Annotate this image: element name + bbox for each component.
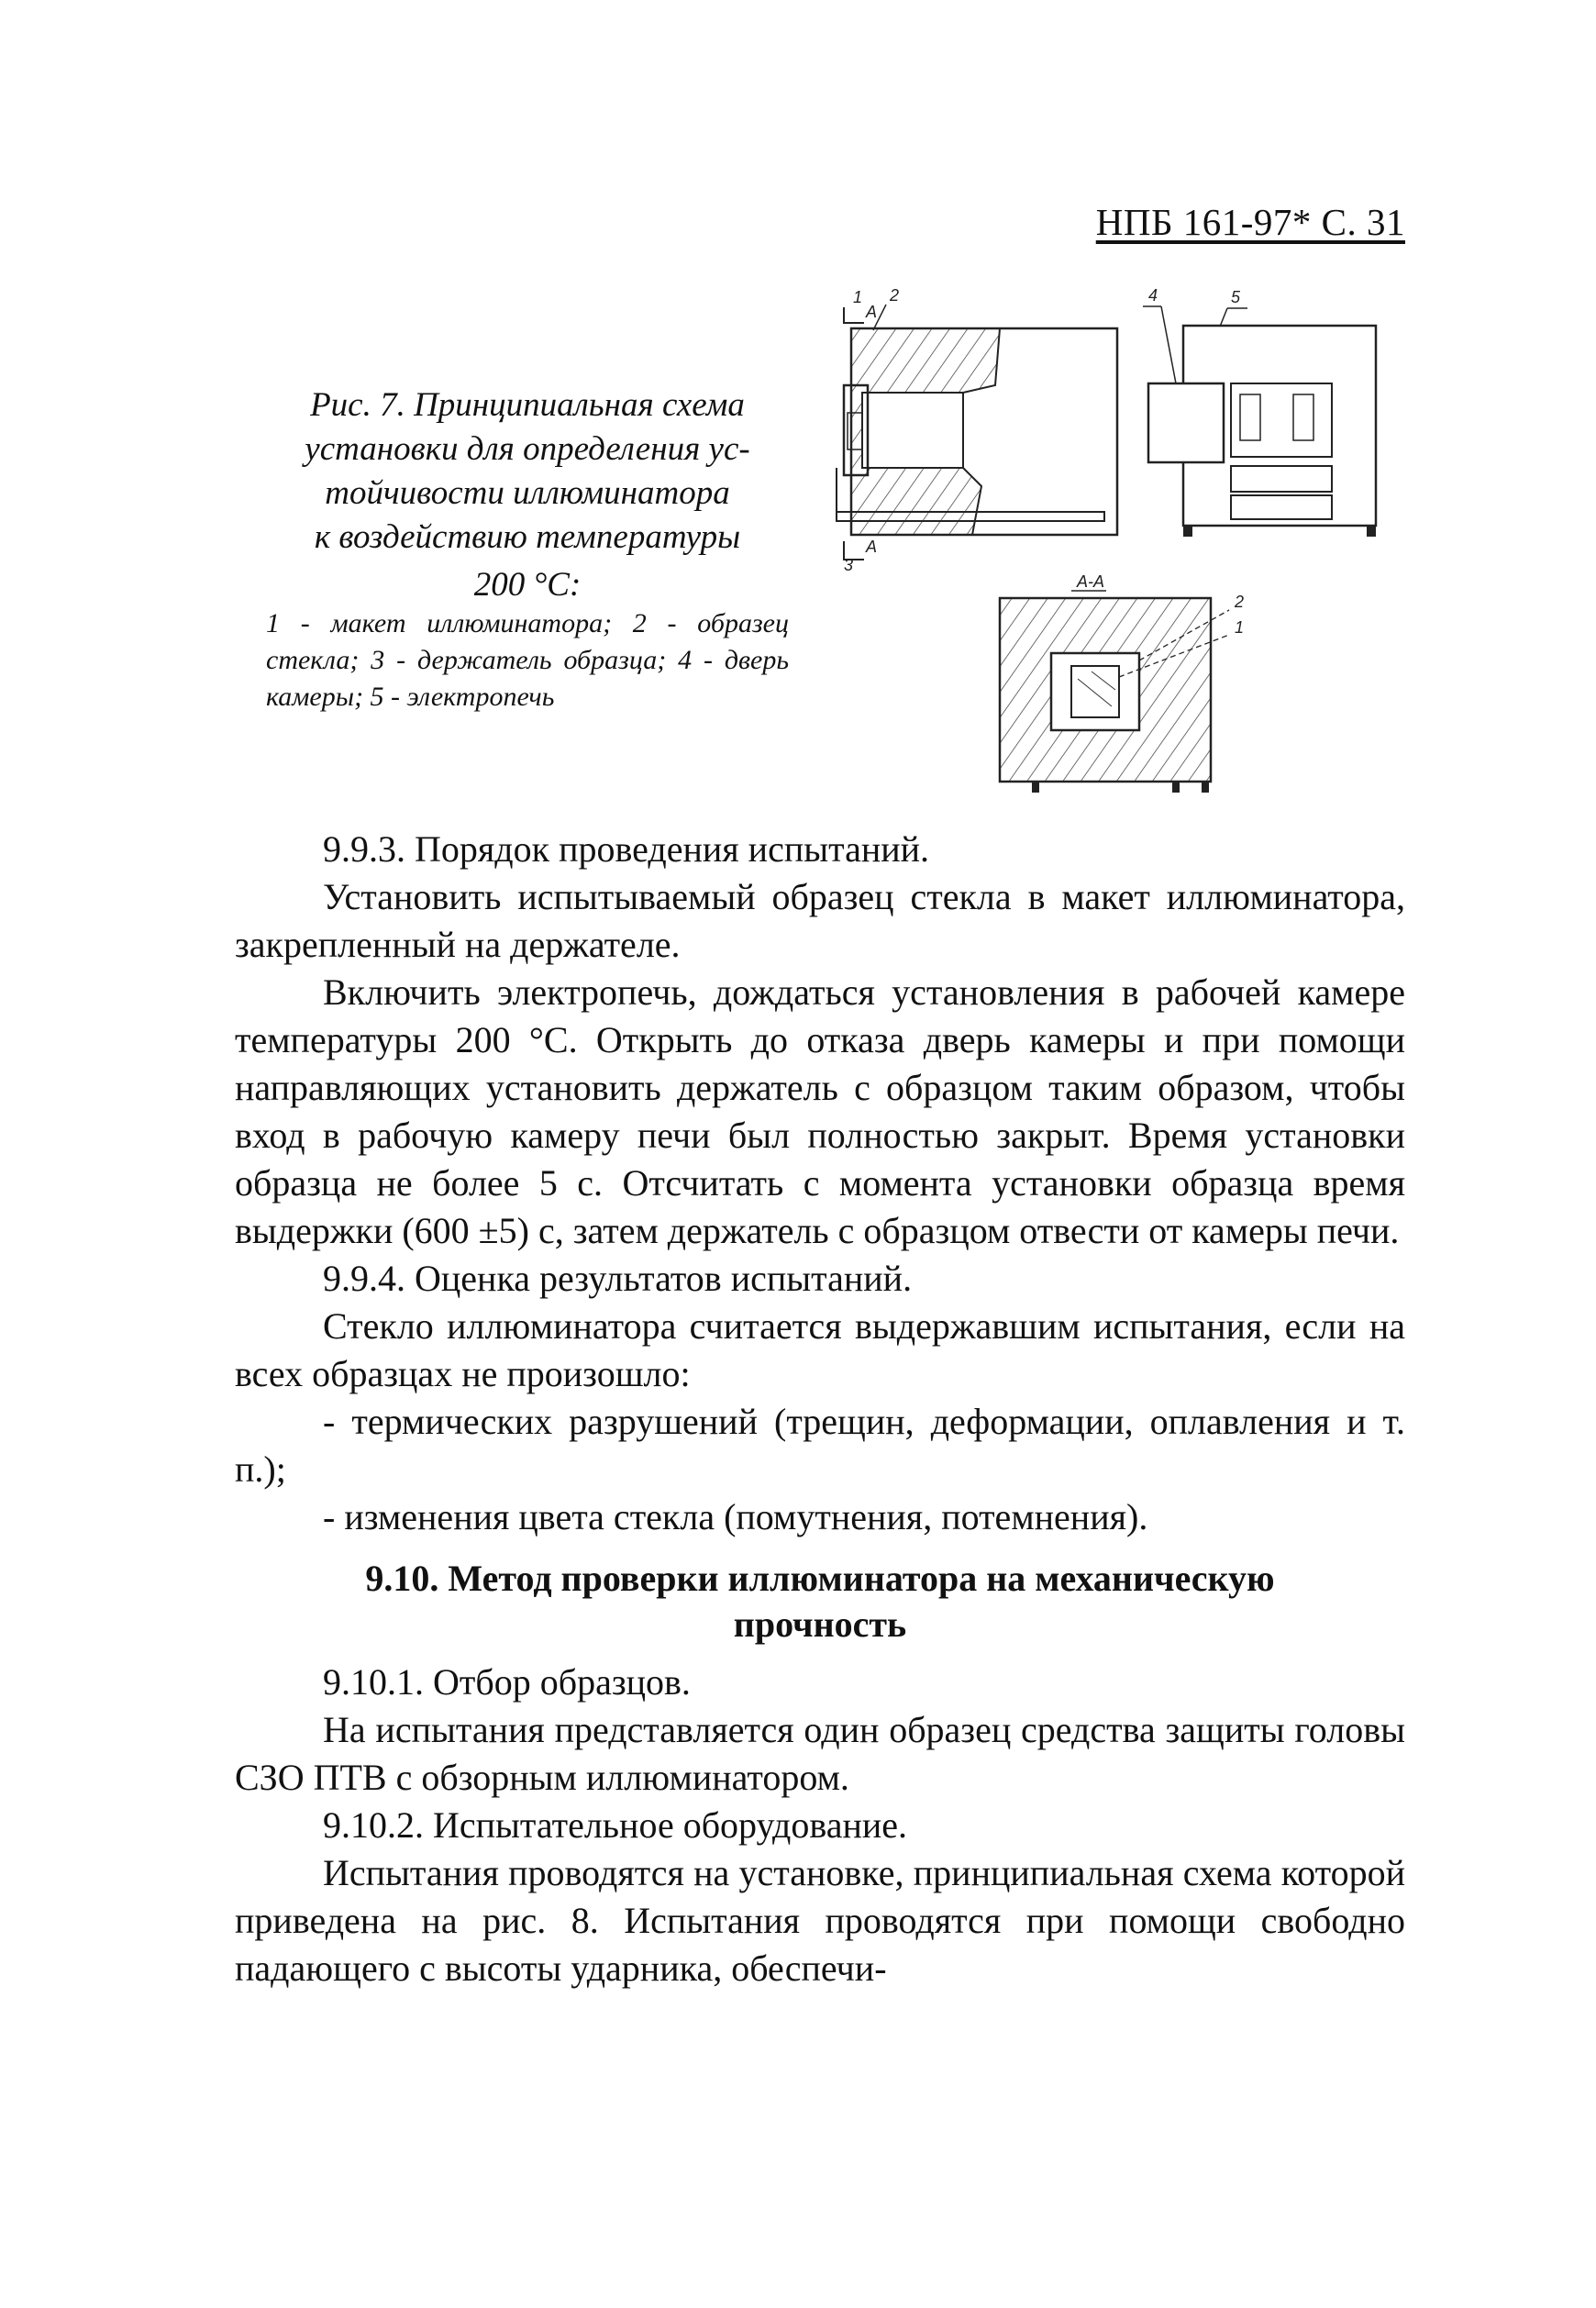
front-view	[1143, 286, 1376, 537]
paragraph: Стекло иллюминатора считается выдержавшим испытания, если на всех образцах не произошло:	[235, 1305, 1405, 1394]
caption-line: установки для определения ус-	[305, 430, 750, 468]
label-4: 4	[1148, 286, 1158, 305]
paragraph: На испытания представляется один образец средства защиты головы СЗО ПТВ с обзорным иллюминатором.	[235, 1709, 1405, 1798]
apparatus-diagram	[826, 275, 1413, 807]
section-heading-line1: 9.10. Метод проверки иллюминатора на механическую	[365, 1558, 1275, 1599]
section-heading	[235, 1556, 1405, 1648]
caption-line: Рис. 7. Принципиальная схема	[310, 386, 745, 424]
side-view	[837, 286, 1117, 574]
label-1: 1	[853, 288, 863, 306]
caption-temperature: 200 °С:	[473, 566, 582, 604]
figure-legend: 1 - макет иллюминатора; 2 - образец стекла; 3 - держатель образца; 4 - дверь камеры; 5 - электропечь	[266, 608, 789, 712]
label-3: 3	[844, 556, 854, 574]
label-5: 5	[1231, 288, 1241, 306]
section-heading-line2: прочность	[733, 1603, 907, 1645]
paragraph: - термических разрушений (трещин, деформации, оплавления и т. п.);	[235, 1401, 1405, 1490]
section-label-1: 1	[1235, 618, 1245, 637]
paragraph: - изменения цвета стекла (помутнения, потемнения).	[323, 1496, 1148, 1537]
page-header: НПБ 161-97* С. 31	[1095, 201, 1405, 243]
body-text	[235, 826, 1405, 1992]
section-title: А-А	[1077, 572, 1105, 591]
label-2: 2	[890, 286, 900, 305]
paragraph: 9.10.2. Испытательное оборудование.	[323, 1804, 908, 1846]
paragraph: Испытания проводятся на установке, принципиальная схема которой приведена на рис. 8. Испытания проводятся при помощи свободно падающего с высоты ударника, обеспечи-	[235, 1852, 1405, 1989]
label-section-a-bottom: А	[866, 538, 878, 556]
paragraph: 9.9.4. Оценка результатов испытаний.	[323, 1258, 913, 1299]
paragraph: Включить электропечь, дождаться установления в рабочей камере температуры 200 °С. Открыть до отказа дверь камеры и при помощи направляющих установить держатель с образцом таким образом, чтобы вход в рабочую камеру печи был полностью закрыт. Время установки образца не более 5 с. Отсчитать с момента установки образца время выдержки (600 ±5) с, затем держатель с образцом отвести от камеры печи.	[235, 971, 1405, 1251]
paragraph: Установить испытываемый образец стекла в макет иллюминатора, закрепленный на держателе.	[235, 876, 1405, 965]
label-section-a-top: А	[866, 303, 878, 321]
caption-line: тойчивости иллюминатора	[325, 474, 730, 512]
caption-line: к воздействию температуры	[314, 518, 741, 556]
figure-caption	[266, 383, 789, 607]
paragraph: 9.9.3. Порядок проведения испытаний.	[323, 828, 930, 870]
section-a-a-view	[1000, 572, 1244, 793]
paragraph: 9.10.1. Отбор образцов.	[323, 1661, 691, 1703]
section-label-2: 2	[1235, 593, 1245, 611]
